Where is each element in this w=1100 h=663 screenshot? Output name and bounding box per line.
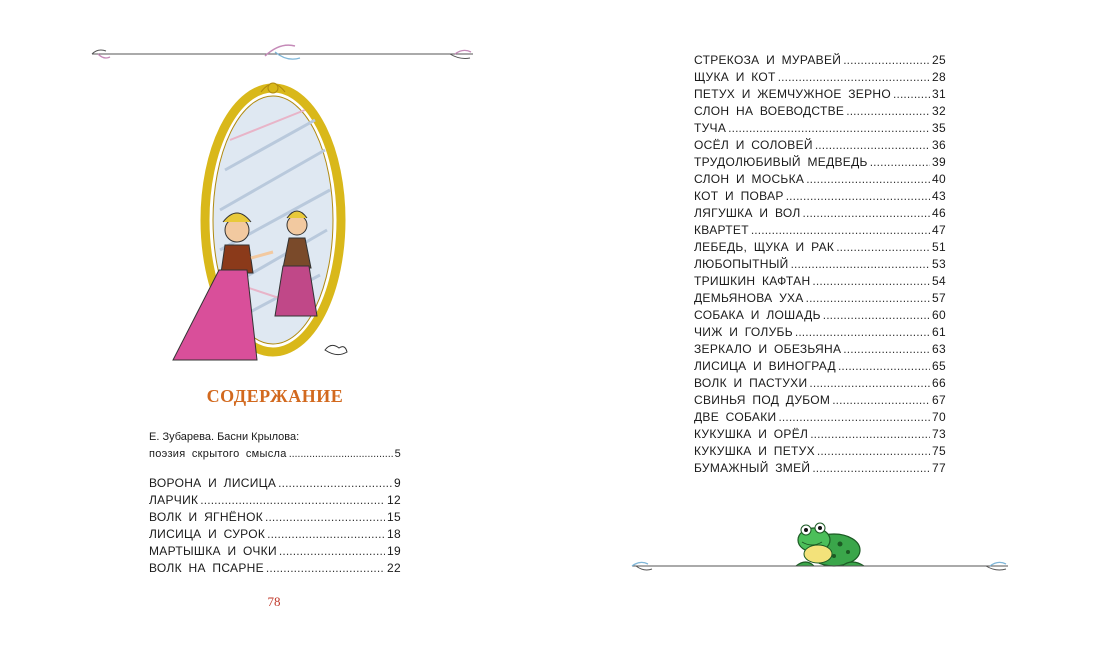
toc-entry-page: 70 bbox=[932, 410, 946, 424]
toc-entry-title: ЛАРЧИК bbox=[149, 493, 199, 507]
toc-entry-title: ЛЕБЕДЬ, ЩУКА И РАК bbox=[694, 240, 835, 254]
toc-entry bbox=[149, 509, 401, 526]
toc-entry bbox=[694, 426, 946, 443]
toc-entry-title: КУКУШКА И ОРЁЛ bbox=[694, 427, 809, 441]
toc-entry-title: ВОРОНА И ЛИСИЦА bbox=[149, 476, 277, 490]
toc-entry-page: 35 bbox=[932, 121, 946, 135]
leader-dots bbox=[200, 492, 385, 509]
leader-dots bbox=[812, 273, 930, 290]
toc-entry-title: КВАРТЕТ bbox=[694, 223, 749, 237]
leader-dots bbox=[265, 509, 385, 526]
leader-dots bbox=[870, 154, 930, 171]
toc-entry-page: 54 bbox=[932, 274, 946, 288]
toc-entry bbox=[149, 543, 401, 560]
toc-entry-page: 12 bbox=[387, 493, 401, 507]
toc-entry-title: ЛИСИЦА И ВИНОГРАД bbox=[694, 359, 836, 373]
toc-entry-title: БУМАЖНЫЙ ЗМЕЙ bbox=[694, 461, 811, 475]
toc-entry bbox=[694, 307, 946, 324]
toc-entry-page: 39 bbox=[932, 155, 946, 169]
toc-entry-title: КУКУШКА И ПЕТУХ bbox=[694, 444, 815, 458]
toc-list-left bbox=[149, 475, 401, 577]
toc-entry-title: ДВЕ СОБАКИ bbox=[694, 410, 777, 424]
toc-entry-title: ВОЛК И ПАСТУХИ bbox=[694, 376, 808, 390]
toc-entry-title: ЛИСИЦА И СУРОК bbox=[149, 527, 266, 541]
toc-entry-page: 57 bbox=[932, 291, 946, 305]
leader-dots bbox=[836, 239, 930, 256]
toc-entry bbox=[149, 560, 401, 577]
leader-dots bbox=[751, 222, 930, 239]
toc-entry bbox=[694, 324, 946, 341]
leader-dots bbox=[809, 375, 930, 392]
toc-entry bbox=[694, 154, 946, 171]
page-title: СОДЕРЖАНИЕ bbox=[206, 386, 344, 406]
toc-entry-page: 51 bbox=[932, 240, 946, 254]
leader-dots bbox=[278, 475, 392, 492]
toc-entry-page: 31 bbox=[932, 87, 946, 101]
toc-entry bbox=[694, 341, 946, 358]
toc-entry-page: 18 bbox=[387, 527, 401, 541]
leader-dots bbox=[806, 290, 930, 307]
toc-entry-page: 28 bbox=[932, 70, 946, 84]
toc-entry-page: 66 bbox=[932, 376, 946, 390]
toc-entry-title: ТРУДОЛЮБИВЫЙ МЕДВЕДЬ bbox=[694, 155, 868, 169]
toc-entry bbox=[149, 526, 401, 543]
toc-entry-page: 22 bbox=[387, 561, 401, 575]
toc-entry bbox=[694, 273, 946, 290]
leader-dots bbox=[838, 358, 930, 375]
toc-entry bbox=[694, 443, 946, 460]
toc-entry-title: ЗЕРКАЛО И ОБЕЗЬЯНА bbox=[694, 342, 842, 356]
toc-entry bbox=[694, 409, 946, 426]
top-ornament-left bbox=[90, 42, 475, 66]
toc-entry-title: СЛОН И МОСЬКА bbox=[694, 172, 805, 186]
page-number: 78 bbox=[267, 594, 281, 609]
toc-entry-page: 77 bbox=[932, 461, 946, 475]
toc-entry bbox=[694, 239, 946, 256]
leader-dots bbox=[846, 103, 930, 120]
toc-intro bbox=[149, 429, 401, 463]
toc-entry-title: МАРТЫШКА И ОЧКИ bbox=[149, 544, 277, 558]
toc-entry bbox=[694, 358, 946, 375]
toc-entry bbox=[694, 392, 946, 409]
leader-dots bbox=[843, 341, 930, 358]
toc-entry-title: ЧИЖ И ГОЛУБЬ bbox=[694, 325, 793, 339]
leader-dots bbox=[815, 137, 930, 154]
toc-entry-page: 53 bbox=[932, 257, 946, 271]
toc-intro-page: 5 bbox=[394, 448, 401, 460]
toc-entry-page: 61 bbox=[932, 325, 946, 339]
toc-entry-title: СВИНЬЯ ПОД ДУБОМ bbox=[694, 393, 831, 407]
toc-entry bbox=[694, 86, 946, 103]
toc-entry-title: ЛЯГУШКА И ВОЛ bbox=[694, 206, 801, 220]
toc-entry-page: 19 bbox=[387, 544, 401, 558]
leader-dots bbox=[806, 171, 930, 188]
toc-entry bbox=[694, 460, 946, 477]
toc-entry-page: 25 bbox=[932, 53, 946, 67]
toc-entry-page: 36 bbox=[932, 138, 946, 152]
leader-dots bbox=[728, 120, 930, 137]
toc-entry bbox=[694, 137, 946, 154]
leader-dots bbox=[778, 409, 930, 426]
right-page bbox=[550, 0, 1100, 663]
toc-entry-title: СЛОН НА ВОЕВОДСТВЕ bbox=[694, 104, 845, 118]
toc-entry-page: 15 bbox=[387, 510, 401, 524]
toc-entry bbox=[694, 375, 946, 392]
toc-entry-page: 47 bbox=[932, 223, 946, 237]
leader-dots bbox=[267, 526, 385, 543]
toc-entry-title: КОТ И ПОВАР bbox=[694, 189, 784, 203]
toc-entry-title: ЩУКА И КОТ bbox=[694, 70, 776, 84]
toc-entry-title: ДЕМЬЯНОВА УХА bbox=[694, 291, 804, 305]
toc-entry-title: ТРИШКИН КАФТАН bbox=[694, 274, 811, 288]
leader-dots bbox=[289, 446, 393, 463]
toc-entry-title: ПЕТУХ И ЖЕМЧУЖНОЕ ЗЕРНО bbox=[694, 87, 892, 101]
leader-dots bbox=[843, 52, 930, 69]
mirror-illustration bbox=[165, 80, 365, 365]
toc-entry-page: 73 bbox=[932, 427, 946, 441]
leader-dots bbox=[803, 205, 931, 222]
leader-dots bbox=[810, 426, 930, 443]
toc-entry-page: 67 bbox=[932, 393, 946, 407]
leader-dots bbox=[279, 543, 385, 560]
toc-entry-page: 9 bbox=[394, 476, 401, 490]
bottom-ornament-right bbox=[630, 556, 1010, 576]
toc-entry bbox=[694, 103, 946, 120]
toc-entry-page: 43 bbox=[932, 189, 946, 203]
toc-entry-title: ВОЛК НА ПСАРНЕ bbox=[149, 561, 264, 575]
toc-entry-title: ТУЧА bbox=[694, 121, 727, 135]
leader-dots bbox=[791, 256, 930, 273]
toc-entry bbox=[694, 120, 946, 137]
leader-dots bbox=[812, 460, 930, 477]
leader-dots bbox=[817, 443, 930, 460]
toc-entry bbox=[694, 171, 946, 188]
toc-list-right bbox=[694, 52, 946, 477]
toc-entry-page: 63 bbox=[932, 342, 946, 356]
leader-dots bbox=[266, 560, 385, 577]
toc-entry bbox=[694, 222, 946, 239]
toc-entry-page: 65 bbox=[932, 359, 946, 373]
toc-intro-row bbox=[149, 446, 401, 463]
toc-entry-title: ОСЁЛ И СОЛОВЕЙ bbox=[694, 138, 813, 152]
toc-entry-page: 46 bbox=[932, 206, 946, 220]
toc-intro-line2: поэзия скрытого смысла bbox=[149, 448, 287, 460]
toc-entry bbox=[694, 256, 946, 273]
toc-entry bbox=[694, 188, 946, 205]
toc-entry-page: 60 bbox=[932, 308, 946, 322]
leader-dots bbox=[832, 392, 930, 409]
toc-entry bbox=[149, 475, 401, 492]
toc-entry-page: 75 bbox=[932, 444, 946, 458]
toc-entry bbox=[694, 52, 946, 69]
toc-entry bbox=[694, 205, 946, 222]
toc-entry-title: ВОЛК И ЯГНЁНОК bbox=[149, 510, 263, 524]
leader-dots bbox=[823, 307, 930, 324]
toc-entry bbox=[694, 290, 946, 307]
leader-dots bbox=[893, 86, 930, 103]
leader-dots bbox=[778, 69, 930, 86]
toc-entry-title: СОБАКА И ЛОШАДЬ bbox=[694, 308, 821, 322]
toc-entry-title: СТРЕКОЗА И МУРАВЕЙ bbox=[694, 53, 842, 67]
toc-entry-page: 40 bbox=[932, 172, 946, 186]
toc-entry bbox=[694, 69, 946, 86]
leader-dots bbox=[795, 324, 930, 341]
toc-intro-line1: Е. Зубарева. Басни Крылова: bbox=[149, 431, 300, 443]
toc-entry-title: ЛЮБОПЫТНЫЙ bbox=[694, 257, 789, 271]
toc-entry-page: 32 bbox=[932, 104, 946, 118]
leader-dots bbox=[786, 188, 930, 205]
toc-entry bbox=[149, 492, 401, 509]
